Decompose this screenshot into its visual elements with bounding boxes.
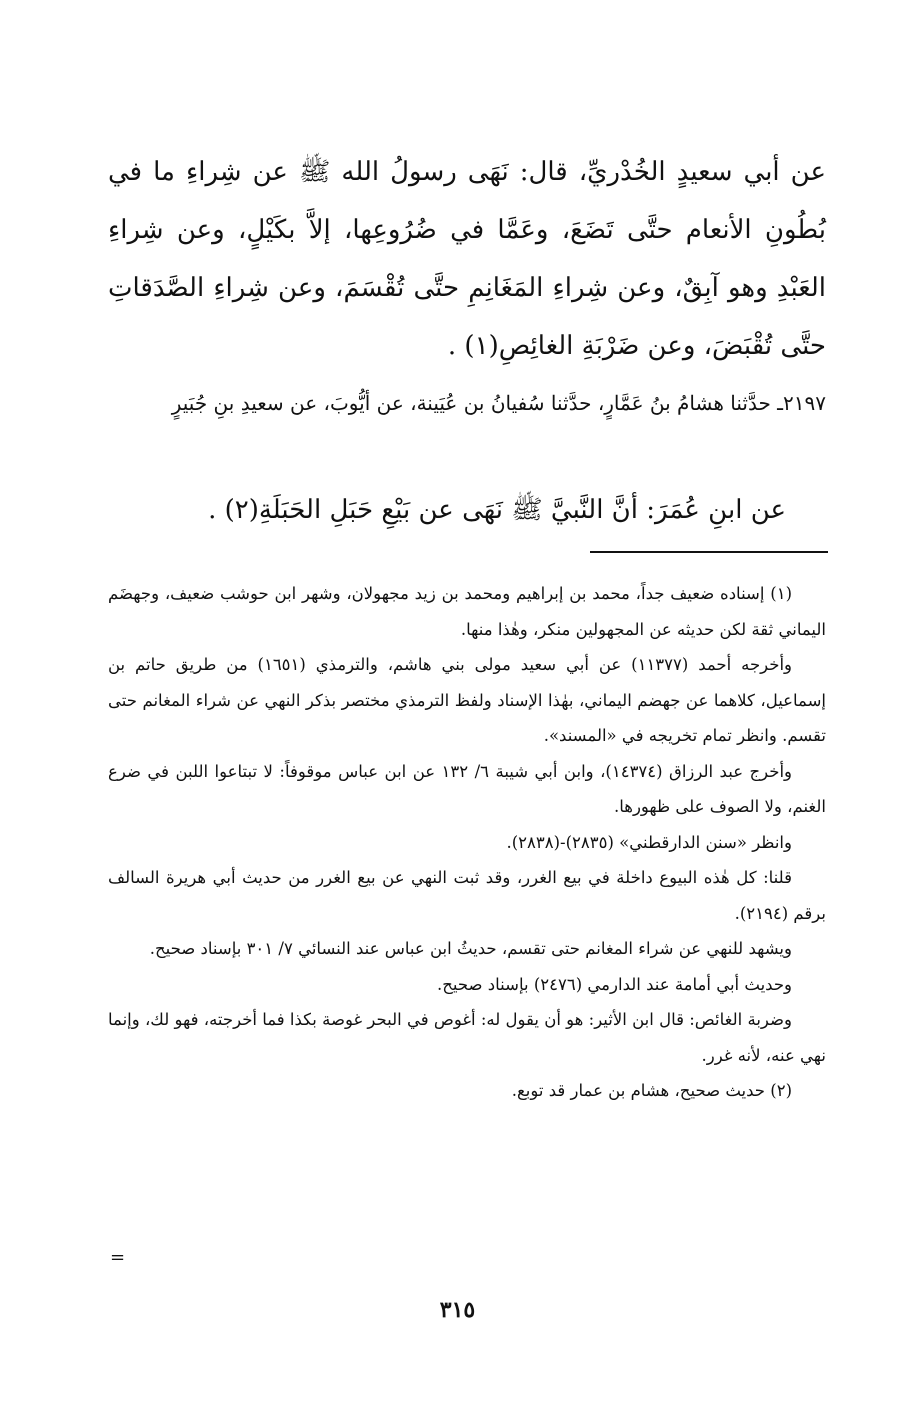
footnote-2: (٢) حديث صحيح، هشام بن عمار قد توبع. xyxy=(511,1081,792,1100)
footnote-paragraph: وأخرجه أحمد (١١٣٧٧) عن أبي سعيد مولى بني هاشم، والترمذي (١٦٥١) من طريق حاتم بن إسماعيل، كلاهما عن جهضم اليماني، بهٰذا الإسناد ولفظ الترمذي مختصر بذكر النهي عن شراء المغانم حتى تقسم. وانظر تمام تخريجه في «المسند». xyxy=(108,655,826,745)
footnotes xyxy=(108,576,826,1109)
footnote-separator xyxy=(590,551,828,553)
footnote-paragraph: ويشهد للنهي عن شراء المغانم حتى تقسم، حديثُ ابن عباس عند النسائي ٧/ ٣٠١ بإسناد صحيح. xyxy=(149,939,792,958)
footnote-paragraph: قلنا: كل هٰذه البيوع داخلة في بيع الغرر، وقد ثبت النهي عن بيع الغرر من حديث أبي هريرة السالف برقم (٢١٩٤). xyxy=(108,868,826,923)
footnote-1: (١) إسناده ضعيف جداً، محمد بن إبراهيم ومحمد بن زيد مجهولان، وشهر ابن حوشب ضعيف، وجهضَم اليماني ثقة لكن حديثه عن المجهولين منكر، وهٰذا منها. xyxy=(108,584,826,639)
footnote-paragraph: وحديث أبي أمامة عند الدارمي (٢٤٧٦) بإسناد صحيح. xyxy=(437,974,792,994)
main-hadith-text: عن أبي سعيدٍ الخُدْريِّ، قال: نَهَى رسولُ الله ﷺ عن شِراءِ ما في بُطُونِ الأنعام حتَّى تَضَعَ، وعَمَّا في ضُرُوعِها، إلاَّ بكَيْلٍ، وعن شِراءِ العَبْدِ وهو آبِقٌ، وعن شِراءِ المَغَانِمِ حتَّى تُقْسَمَ، وعن شِراءِ الصَّدَقاتِ حتَّى تُقْبَضَ، وعن ضَرْبَةِ الغائِصِ(١) . xyxy=(108,157,826,361)
continuation-mark: = xyxy=(110,1247,126,1268)
footnote-paragraph: وأخرج عبد الرزاق (١٤٣٧٤)، وابن أبي شيبة ٦/ ١٣٢ عن ابن عباس موقوفاً: لا تبتاعوا اللبن في ضرع الغنم، ولا الصوف على ظهورها. xyxy=(108,761,826,816)
footnote-paragraph: وانظر «سنن الدارقطني» (٢٨٣٥)-(٢٨٣٨). xyxy=(506,832,792,852)
hadith-2197-text: عن ابنِ عُمَرَ: أنَّ النَّبيَّ ﷺ نَهَى عن بَيْعِ حَبَلِ الحَبَلَةِ(٢) . xyxy=(208,495,786,525)
page-number: ٣١٥ xyxy=(439,1297,476,1323)
footnote-paragraph: وضربة الغائص: قال ابن الأثير: هو أن يقول له: أغوص في البحر غوصة بكذا فما أخرجته، فهو لك، وإنما نهي عنه، لأنه غرر. xyxy=(108,1010,826,1065)
hadith-2197-chain: ٢١٩٧ـ حدَّثنا هشامُ بنُ عَمَّارٍ، حدَّثنا سُفيانُ بن عُيَينة، عن أيُّوبَ، عن سعيدِ بنِ جُبَيرٍ xyxy=(171,391,826,415)
